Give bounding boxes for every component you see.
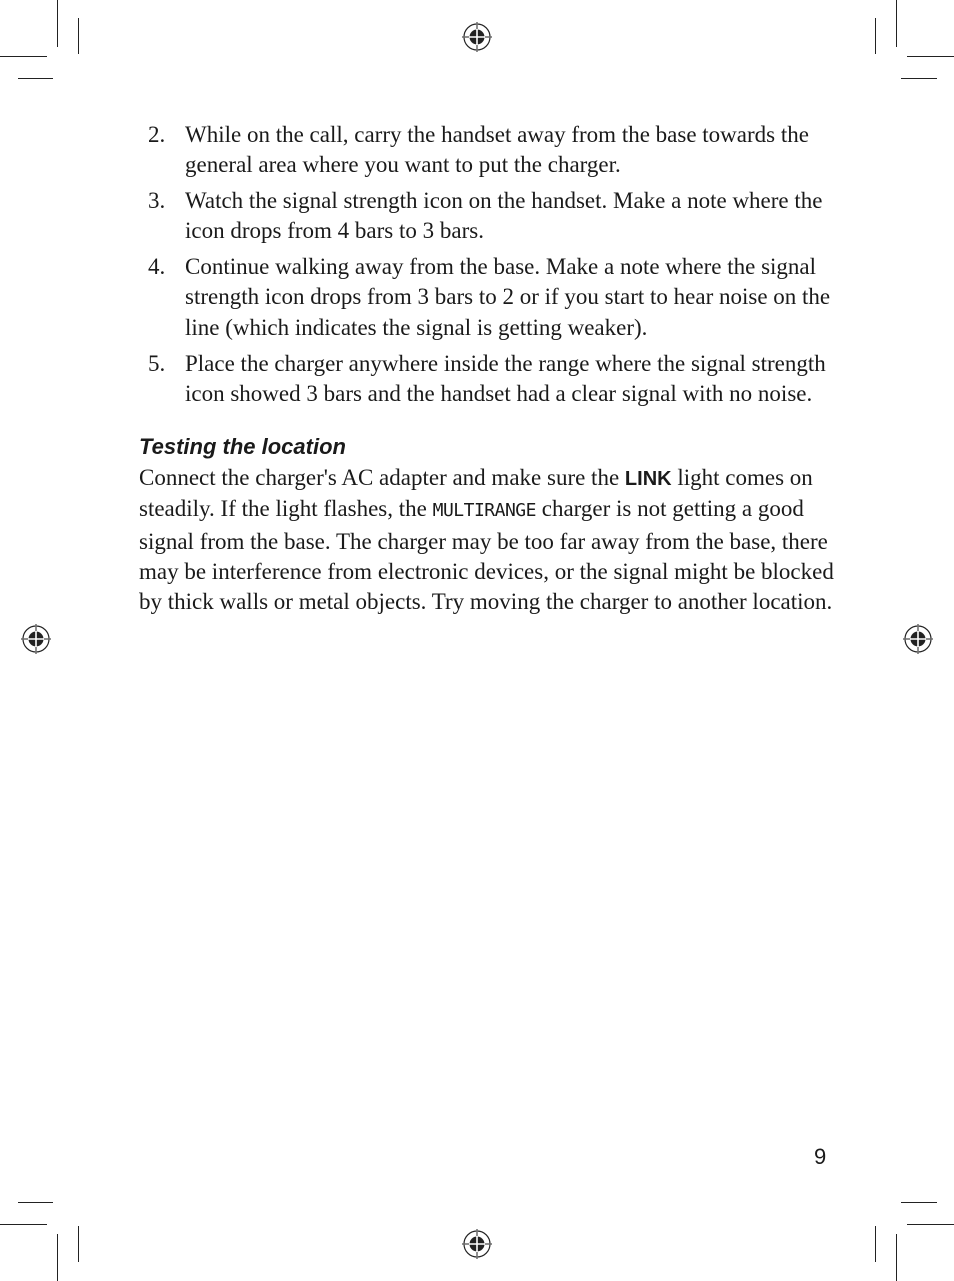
crop-mark	[907, 1224, 954, 1225]
crop-mark	[0, 56, 47, 57]
paragraph-text: charger is not getting a good signal from the base. The charger may be too far away from the base, there may be interference from electronic devices, or the signal might be blocked by thick walls or metal objects. Try moving the charger to another location.	[139, 496, 834, 615]
crop-mark	[78, 18, 79, 54]
registration-mark-icon	[462, 1229, 492, 1259]
crop-mark	[57, 0, 58, 47]
step-text: Watch the signal strength icon on the handset. Make a note where the icon drops from 4 bars to 3 bars.	[185, 188, 823, 244]
step-number: 4.	[148, 254, 166, 280]
crop-mark	[78, 1226, 79, 1262]
crop-mark	[18, 1202, 53, 1203]
crop-mark	[875, 18, 876, 54]
section-paragraph	[139, 463, 839, 617]
registration-mark-icon	[462, 22, 492, 52]
crop-mark	[907, 56, 954, 57]
step-text: Place the charger anywhere inside the range where the signal strength icon showed 3 bars and the handset had a clear signal with no noise.	[185, 350, 826, 406]
list-item	[139, 349, 839, 410]
section-heading: Testing the location	[139, 434, 346, 460]
step-text: While on the call, carry the handset away from the base towards the general area where you want to put the charger.	[185, 122, 809, 178]
link-light-label: LINK	[624, 468, 672, 491]
list-item	[139, 186, 839, 247]
crop-mark	[896, 1234, 897, 1281]
registration-mark-icon	[21, 624, 51, 654]
crop-mark	[18, 78, 53, 79]
step-number: 3.	[148, 188, 166, 214]
crop-mark	[57, 1234, 58, 1281]
list-item	[139, 252, 839, 343]
step-text: Continue walking away from the base. Make a note where the signal strength icon drops from 3 bars to 2 or if you start to hear noise on the line (which indicates the signal is getting weaker).	[185, 254, 831, 340]
crop-mark	[896, 0, 897, 47]
product-name: MULTIRANGE	[432, 500, 536, 522]
page-number: 9	[814, 1144, 827, 1169]
paragraph-text: light comes on steadily. If the light flashes, the	[139, 465, 813, 522]
crop-mark	[901, 1202, 937, 1203]
crop-mark	[875, 1226, 876, 1262]
crop-mark	[901, 78, 937, 79]
crop-mark	[0, 1224, 47, 1225]
step-number: 5.	[148, 350, 166, 376]
instruction-steps	[139, 120, 839, 409]
step-number: 2.	[148, 122, 166, 147]
list-item	[139, 120, 839, 181]
paragraph-text: Connect the charger's AC adapter and make sure the	[139, 465, 625, 491]
registration-mark-icon	[903, 624, 933, 654]
page-content	[139, 120, 839, 618]
